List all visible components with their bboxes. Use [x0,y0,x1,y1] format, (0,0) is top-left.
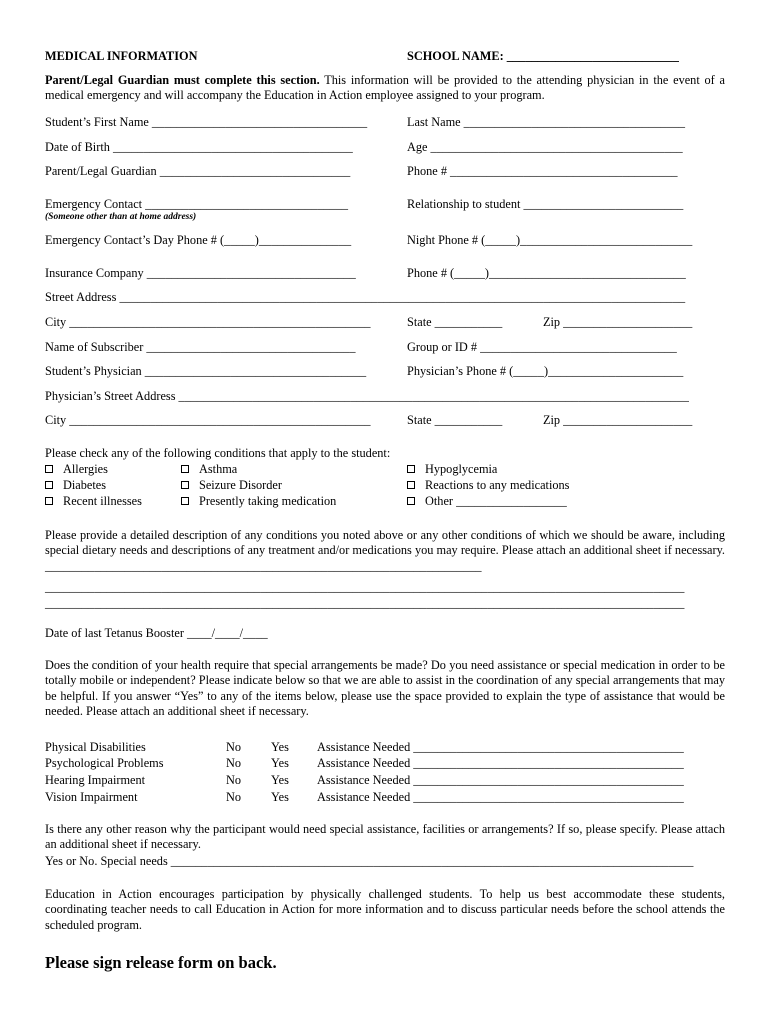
condition-diabetes[interactable]: Diabetes [45,478,106,493]
insurance-company-field[interactable]: Insurance Company __________________________________ [45,266,356,280]
assistance-needed-field[interactable]: Assistance Needed ____________________________________________ [317,740,684,754]
dob-field[interactable]: Date of Birth _______________________________________ [45,140,353,154]
checkbox-icon[interactable] [407,465,415,473]
last-name-field[interactable]: Last Name ____________________________________ [407,115,686,129]
relationship-field[interactable]: Relationship to student __________________________ [407,197,684,211]
age-field[interactable]: Age _________________________________________ [407,140,683,154]
disability-label: Physical Disabilities [45,740,146,754]
emergency-note: (Someone other than at home address) [45,212,197,222]
emergency-day-phone-field[interactable]: Emergency Contact’s Day Phone # (_____)_______________ [45,233,352,247]
description-paragraph[interactable]: Please provide a detailed description of any conditions you noted above or any other conditions of which we should be aware, including special dietary needs and descriptions of any treatment and/or medications you may require. Please attach an additional sheet if necessary. _______________________________________________________________________ [45,528,725,573]
assistance-needed-field[interactable]: Assistance Needed ____________________________________________ [317,756,684,770]
form-title: MEDICAL INFORMATION [45,49,198,63]
physician-field[interactable]: Student’s Physician ____________________________________ [45,364,367,378]
condition-asthma[interactable]: Asthma [181,462,237,477]
condition-medication-reactions[interactable]: Reactions to any medications [407,478,569,493]
yes-option[interactable]: Yes [271,756,289,770]
first-name-field[interactable]: Student’s First Name ___________________________________ [45,115,368,129]
subscriber-field[interactable]: Name of Subscriber __________________________________ [45,340,356,354]
other-reason-paragraph: Is there any other reason why the participant would need special assistance, facilities or arrangements? If so, please specify. Please attach an additional sheet if necessary. [45,822,725,852]
condition-other[interactable]: Other __________________ [407,494,567,509]
no-option[interactable]: No [226,756,242,770]
insurance-phone-field[interactable]: Phone # (_____)________________________________ [407,266,686,280]
description-line-1[interactable]: ________________________________________________________________________________________________________ [45,580,685,594]
city2-field[interactable]: City _________________________________________________ [45,413,371,427]
city-field[interactable]: City _________________________________________________ [45,315,371,329]
zip-field[interactable]: Zip _____________________ [543,315,693,329]
physician-phone-field[interactable]: Physician’s Phone # (_____)______________________ [407,364,684,378]
no-option[interactable]: No [226,773,242,787]
intro-bold: Parent/Legal Guardian must complete this section. [45,73,320,87]
state-field[interactable]: State ___________ [407,315,503,329]
sign-release-note: Please sign release form on back. [45,953,277,972]
no-option[interactable]: No [226,790,242,804]
disability-label: Hearing Impairment [45,773,146,787]
encourage-paragraph: Education in Action encourages participation by physically challenged students. To help us best accommodate these students, coordinating teacher needs to call Education in Action for more information and to discuss particular needs before the school attends the scheduled program. [45,887,725,932]
street-address-field[interactable]: Street Address ____________________________________________________________________________________________ [45,290,686,304]
special-needs-field[interactable]: Yes or No. Special needs _____________________________________________________________________________________ [45,854,694,868]
disability-label: Psychological Problems [45,756,164,770]
yes-option[interactable]: Yes [271,740,289,754]
conditions-prompt: Please check any of the following conditions that apply to the student: [45,446,391,460]
state2-field[interactable]: State ___________ [407,413,503,427]
description-line-2[interactable]: ________________________________________________________________________________________________________ [45,596,685,610]
checkbox-icon[interactable] [407,497,415,505]
disability-label: Vision Impairment [45,790,138,804]
assistance-needed-field[interactable]: Assistance Needed ____________________________________________ [317,773,684,787]
condition-seizure-disorder[interactable]: Seizure Disorder [181,478,282,493]
phone-field[interactable]: Phone # _____________________________________ [407,164,678,178]
intro-paragraph [45,73,725,104]
night-phone-field[interactable]: Night Phone # (_____)____________________________ [407,233,693,247]
condition-recent-illnesses[interactable]: Recent illnesses [45,494,142,509]
intro-text: This information will be provided to the attending physician in the event of a medical emergency and will accompany the Education in Action employee assigned to your program. [45,73,725,103]
tetanus-date-field[interactable]: Date of last Tetanus Booster ____/____/____ [45,626,268,640]
group-id-field[interactable]: Group or ID # ________________________________ [407,340,677,354]
yes-option[interactable]: Yes [271,790,289,804]
zip2-field[interactable]: Zip _____________________ [543,413,693,427]
guardian-field[interactable]: Parent/Legal Guardian _______________________________ [45,164,351,178]
emergency-contact-field[interactable]: Emergency Contact _________________________________ [45,197,349,211]
school-name-field[interactable]: SCHOOL NAME: ____________________________ [407,49,679,63]
physician-street-field[interactable]: Physician’s Street Address ___________________________________________________________________________________ [45,389,689,403]
no-option[interactable]: No [226,740,242,754]
special-arrangements-paragraph: Does the condition of your health require that special arrangements be made? Do you need assistance or special medication in order to be totally mobile or independent? Please indicate below so that we are able to assist in the coordination of any special arrangements that may be helpful. If you answer “Yes” to any of the items below, please use the space provided to explain the type of assistance that would be needed. Please attach an additional sheet if necessary. [45,658,725,719]
checkbox-icon[interactable] [181,481,189,489]
checkbox-icon[interactable] [45,465,53,473]
yes-option[interactable]: Yes [271,773,289,787]
checkbox-icon[interactable] [181,465,189,473]
checkbox-icon[interactable] [181,497,189,505]
assistance-needed-field[interactable]: Assistance Needed ____________________________________________ [317,790,684,804]
condition-hypoglycemia[interactable]: Hypoglycemia [407,462,497,477]
checkbox-icon[interactable] [45,497,53,505]
checkbox-icon[interactable] [45,481,53,489]
condition-taking-medication[interactable]: Presently taking medication [181,494,336,509]
condition-allergies[interactable]: Allergies [45,462,108,477]
checkbox-icon[interactable] [407,481,415,489]
